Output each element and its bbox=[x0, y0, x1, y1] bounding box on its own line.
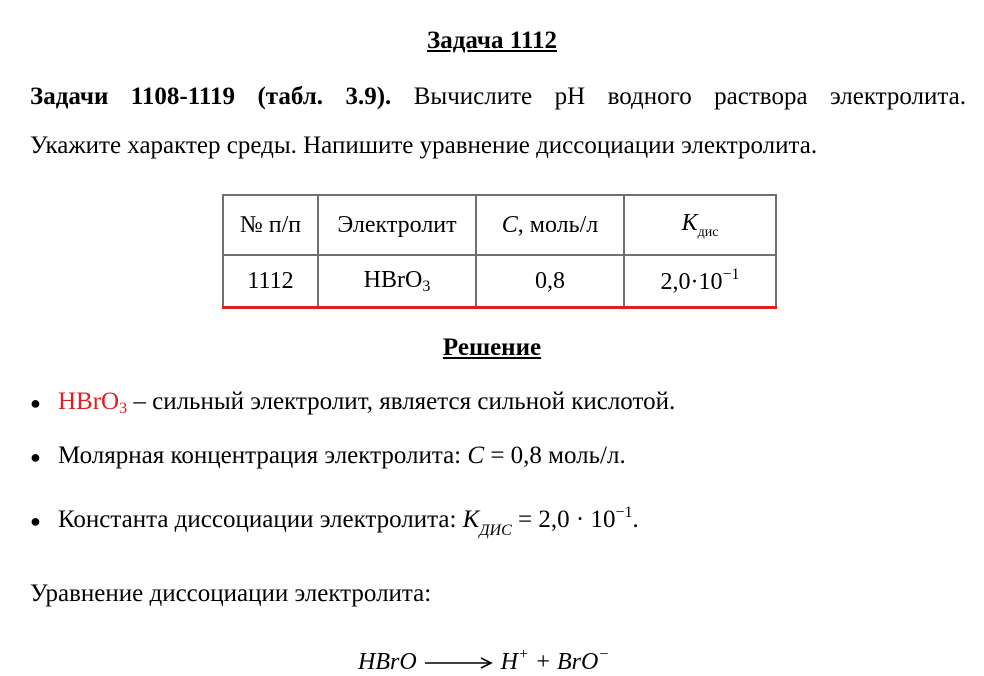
parameters-table bbox=[222, 194, 777, 309]
task-statement bbox=[30, 72, 966, 170]
reaction-arrow-icon bbox=[423, 651, 495, 675]
list-item: ● Молярная концентрация электролита: C = 0,8 моль/л. bbox=[30, 442, 626, 469]
cell-concentration: 0,8 bbox=[476, 255, 624, 308]
cell-k-dis: $2,0\cdot 10^{-1}$ bbox=[624, 255, 776, 308]
header-number: № п/п bbox=[223, 195, 318, 255]
table-header-row bbox=[223, 195, 776, 255]
table-row bbox=[223, 255, 776, 308]
task-title: Задача 1112 bbox=[427, 27, 557, 54]
solution-title: Решение bbox=[442, 334, 542, 361]
bullet-icon: ● bbox=[30, 392, 41, 413]
task-line-1 bbox=[30, 72, 966, 121]
cell-number: 1112 bbox=[223, 255, 318, 308]
bullet-icon: ● bbox=[30, 446, 41, 467]
dissociation-equation: HBrO H+ + BrO− bbox=[358, 646, 610, 675]
header-concentration: C, моль/л bbox=[476, 195, 624, 255]
task-line-1-text: Вычислите pH водного раствора электролита. bbox=[391, 83, 966, 110]
cell-electrolyte: HBrO$_3$ bbox=[318, 255, 476, 308]
header-electrolyte: Электролит bbox=[318, 195, 476, 255]
formula-hbro3: HBrO$_3$ bbox=[58, 388, 128, 417]
bullet-icon: ● bbox=[30, 510, 41, 531]
equation-label: Уравнение диссоциации электролита: bbox=[30, 580, 432, 607]
list-item: ● Константа диссоциации электролита: $K_{ДИС} = 2,0 \cdot 10^{-1}$. bbox=[30, 504, 639, 539]
task-line-2: Укажите характер среды. Напишите уравнение диссоциации электролита. bbox=[30, 132, 818, 159]
header-k-dis: $K_{дис}$ bbox=[624, 195, 776, 255]
task-bold-prefix: Задачи 1108-1119 (табл. 3.9). bbox=[30, 83, 392, 110]
list-item: ● HBrO$_3$ – сильный электролит, является сильной кислотой. bbox=[30, 388, 676, 417]
